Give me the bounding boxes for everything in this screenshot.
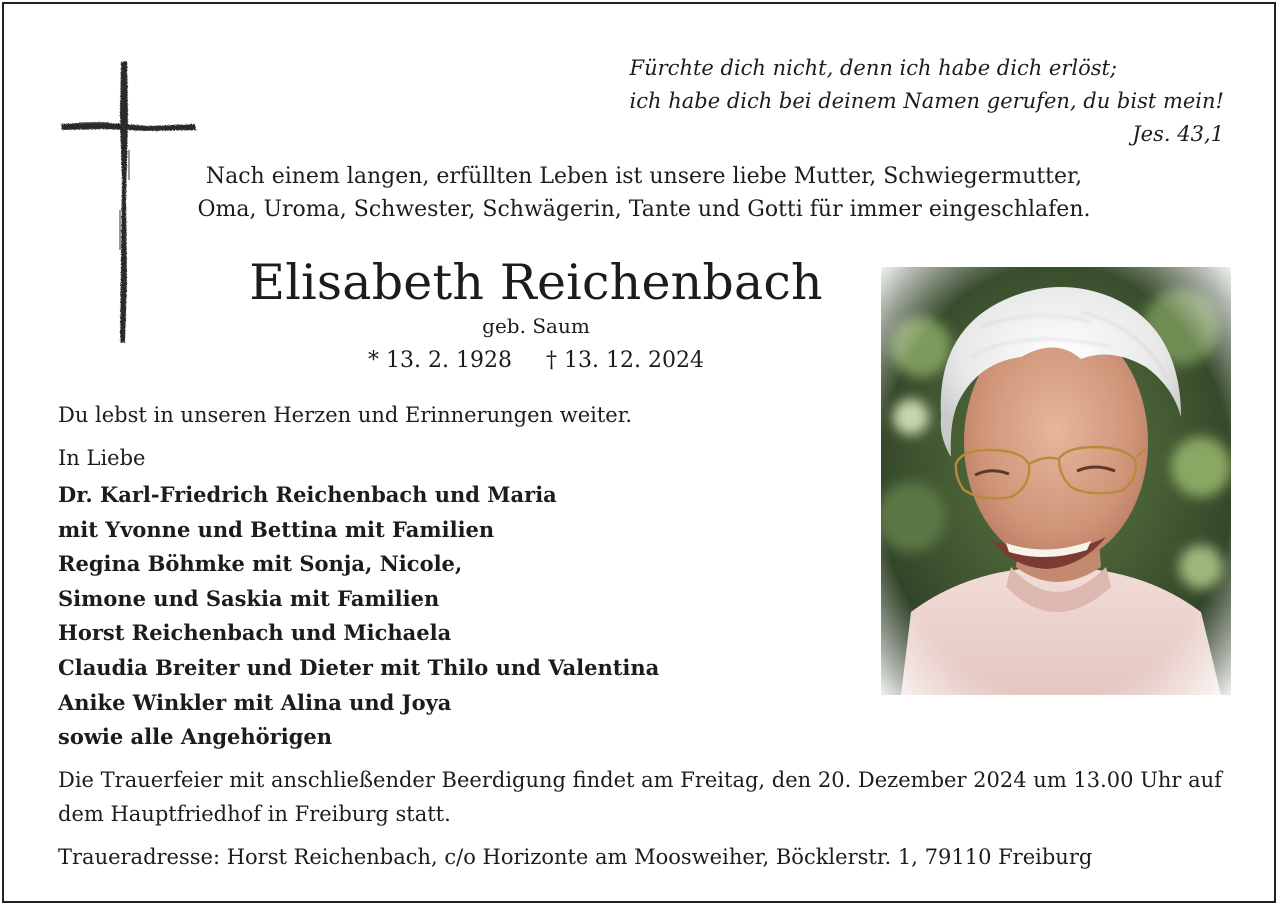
verse-line-1: Fürchte dich nicht, denn ich habe dich erlöst;: [629, 56, 1118, 80]
intro-line-2: Oma, Uroma, Schwester, Schwägerin, Tante und Gotti für immer eingeschlafen.: [197, 197, 1091, 222]
mourner-line: Anike Winkler mit Alina und Joya: [58, 689, 452, 715]
mourner-line: Simone und Saskia mit Familien: [58, 585, 440, 611]
birth-date: * 13. 2. 1928: [368, 348, 512, 373]
portrait-photo: [881, 267, 1231, 695]
deceased-name: Elisabeth Reichenbach: [249, 254, 823, 311]
maiden-name: geb. Saum: [482, 314, 590, 338]
mourner-line: mit Yvonne und Bettina mit Familien: [58, 516, 495, 542]
motto-text: Du lebst in unseren Herzen und Erinnerungen weiter.: [58, 403, 633, 427]
mourner-line: Claudia Breiter und Dieter mit Thilo und Valentina: [58, 654, 660, 680]
life-dates: [204, 346, 868, 376]
mourner-line: Horst Reichenbach und Michaela: [58, 620, 452, 646]
obituary-notice: [2, 2, 1276, 903]
verse-line-2: ich habe dich bei deinem Namen gerufen, du bist mein!: [629, 89, 1224, 113]
death-date: † 13. 12. 2024: [546, 348, 704, 373]
mourner-line: Dr. Karl-Friedrich Reichenbach und Maria: [58, 482, 557, 507]
in-love-text: In Liebe: [58, 446, 146, 470]
bible-verse: [630, 52, 1224, 151]
mourner-line: sowie alle Angehörigen: [58, 724, 333, 750]
mourner-line: Regina Böhmke mit Sonja, Nicole,: [58, 551, 463, 577]
intro-line-1: Nach einem langen, erfüllten Leben ist unsere liebe Mutter, Schwiegermutter,: [205, 164, 1083, 189]
verse-reference: Jes. 43,1: [1132, 122, 1224, 146]
mourning-address: Traueradresse: Horst Reichenbach, c/o Horizonte am Moosweiher, Böcklerstr. 1, 79110 Freiburg: [58, 845, 1093, 869]
funeral-info: Die Trauerfeier mit anschließender Beerdigung findet am Freitag, den 20. Dezember 2024 um 13.00 Uhr auf dem Hauptfriedhof in Freiburg statt.: [58, 768, 1222, 826]
mourners-list: [58, 478, 659, 755]
intro-text: [154, 160, 1134, 226]
